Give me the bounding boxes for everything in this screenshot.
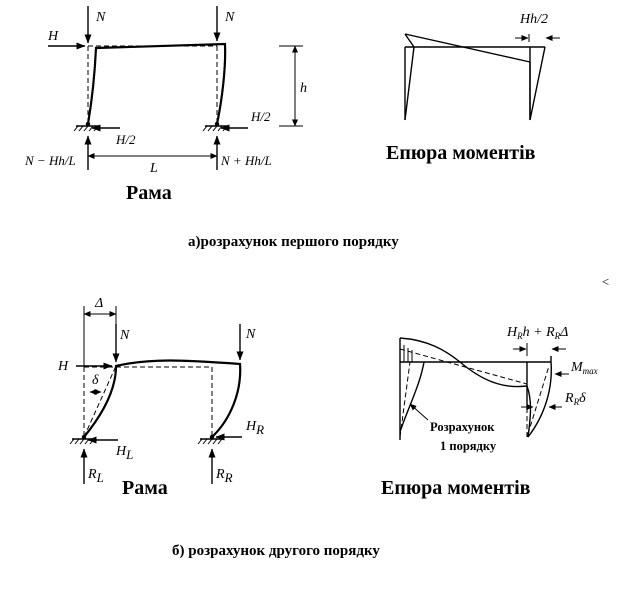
part-b-frame: [57, 296, 264, 499]
load-h-label: H: [48, 29, 59, 44]
deformed-frame: [88, 44, 225, 124]
right-column-moment: [530, 47, 545, 120]
reaction-right-h-label: HR: [246, 419, 265, 437]
chord-line: [84, 366, 116, 437]
part-a-frame: [24, 6, 307, 204]
load-n-right-label: N: [246, 327, 256, 342]
frame-a-title: Рама: [126, 182, 172, 204]
right-pin-support: [198, 435, 224, 444]
beam-moment-line: [405, 34, 530, 62]
part-a-moment-diagram: [386, 12, 560, 164]
right-pin-support: [203, 122, 229, 131]
load-h-label: H: [58, 359, 69, 374]
reaction-right-v-label: N + Hh/L: [221, 153, 272, 168]
note-pointer: [410, 404, 428, 420]
deflection-label: δ: [92, 373, 99, 388]
second-order-left-column-moment: [400, 362, 424, 432]
reaction-left-v-label: RL: [88, 467, 104, 485]
note-line-1: Розрахунок: [430, 420, 495, 434]
moment-b-top-label: $H_Rh + R_R\Delta$: [507, 325, 569, 341]
span-label: L: [150, 161, 158, 176]
part-b-moment-diagram: [381, 325, 598, 499]
moment-b-title: Епюра моментів: [381, 477, 531, 499]
frame-b-title: Рама: [122, 477, 168, 499]
load-n-left-label: N: [96, 10, 106, 25]
left-pin-support: [74, 122, 100, 131]
reaction-left-v-label: N − Hh/L: [25, 153, 76, 168]
second-order-right-column-moment: [528, 362, 551, 437]
note-line-2: 1 порядку: [440, 439, 497, 453]
reaction-left-h-label: H/2: [116, 132, 136, 147]
reaction-left-h-label: HL: [116, 444, 134, 462]
mmax-label: $M_{max}$: [571, 360, 598, 376]
reaction-right-v-label: RR: [216, 467, 233, 485]
sway-label: Δ: [95, 296, 104, 311]
moment-a-label: Hh/2: [520, 12, 548, 27]
moment-a-title: Епюра моментів: [386, 142, 536, 164]
deformed-frame: [84, 361, 240, 438]
margin-mark: <: [601, 274, 610, 289]
load-n-right-label: N: [225, 10, 235, 25]
reaction-right-h-label: H/2: [251, 109, 271, 124]
height-label: h: [300, 81, 307, 96]
rr-delta-label: $R_R\delta$: [565, 391, 586, 407]
part-a-caption: а)розрахунок першого порядку: [188, 234, 399, 250]
load-n-left-label: N: [120, 328, 130, 343]
part-b-caption: б) розрахунок другого порядку: [172, 543, 380, 559]
